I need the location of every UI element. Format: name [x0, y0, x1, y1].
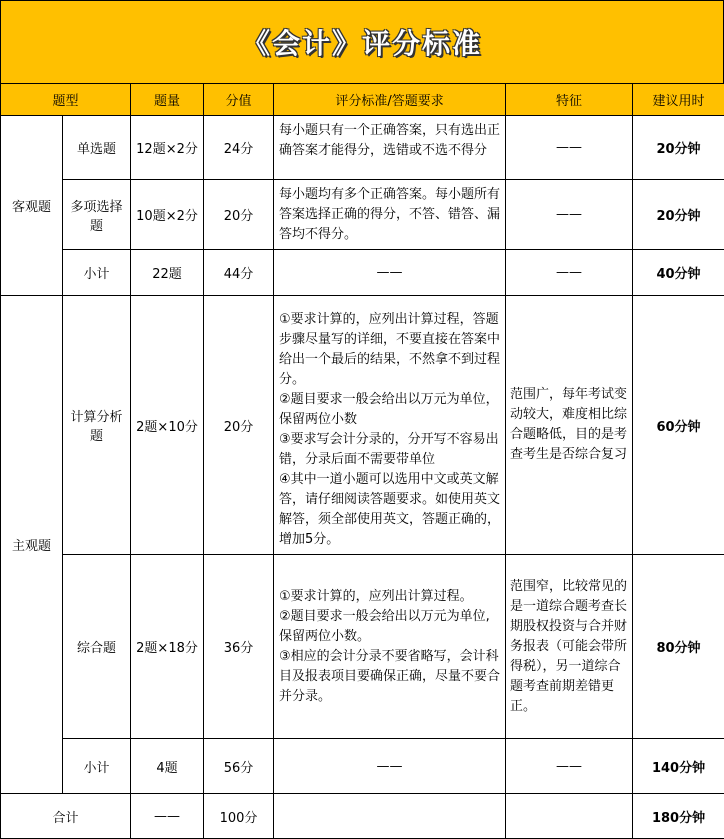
comprehensive-criteria-item: ①要求计算的，应列出计算过程。: [279, 587, 500, 607]
calc-criteria-item: ③要求写会计分录的，分开写不容易出错，分录后面不需要带单位: [279, 430, 500, 470]
comprehensive-time: 80分钟: [633, 555, 724, 739]
single-feature: ——: [506, 116, 633, 180]
multi-feature: ——: [506, 180, 633, 250]
total-score: 100分: [204, 794, 274, 839]
header-type: 题型: [1, 84, 131, 116]
comprehensive-feature: 范围窄，比较常见的是一道综合题考查长期股权投资与合并财务报表（可能会带所得税），另一道综合题考查前期差错更正。: [506, 555, 633, 739]
calc-feature: 范围广，每年考试变动较大，难度相比综合题略低，目的是考查考生是否综合复习: [506, 296, 633, 555]
objective-subtotal-feature: ——: [506, 250, 633, 296]
comprehensive-score: 36分: [204, 555, 274, 739]
comprehensive-name: 综合题: [63, 555, 131, 739]
objective-subtotal-criteria: ——: [274, 250, 506, 296]
comprehensive-criteria: [274, 555, 506, 739]
calc-criteria-item: ②题目要求一般会给出以万元为单位，保留两位小数: [279, 390, 500, 430]
multi-criteria: 每小题均有多个正确答案。每小题所有答案选择正确的得分，不答、错答、漏答均不得分。: [274, 180, 506, 250]
table-row-multi-choice: [1, 180, 724, 250]
header-time: 建议用时: [633, 84, 724, 116]
comprehensive-criteria-item: ②题目要求一般会给出以万元为单位,保留两位小数。: [279, 607, 500, 647]
single-criteria: 每小题只有一个正确答案，只有选出正确答案才能得分，选错或不选不得分: [274, 116, 506, 180]
subjective-subtotal-score: 56分: [204, 739, 274, 794]
subjective-subtotal-time: 140分钟: [633, 739, 724, 794]
header-count: 题量: [131, 84, 204, 116]
total-name: 合计: [1, 794, 131, 839]
single-name: 单选题: [63, 116, 131, 180]
page-title: 《会计》评分标准: [242, 22, 482, 62]
header-score: 分值: [204, 84, 274, 116]
header-feature: 特征: [506, 84, 633, 116]
objective-subtotal-count: 22题: [131, 250, 204, 296]
subjective-subtotal-criteria: ——: [274, 739, 506, 794]
total-criteria: [274, 794, 506, 839]
total-count: ——: [131, 794, 204, 839]
multi-name: 多项选择题: [63, 180, 131, 250]
subjective-subtotal-name: 小计: [63, 739, 131, 794]
comprehensive-criteria-item: ③相应的会计分录不要省略写，会计科目及报表项目要确保正确，尽量不要合并分录。: [279, 647, 500, 707]
subjective-subtotal-feature: ——: [506, 739, 633, 794]
calc-name: 计算分析题: [63, 296, 131, 555]
calc-time: 60分钟: [633, 296, 724, 555]
table-row-subjective-subtotal: [1, 739, 724, 794]
table-row-single-choice: [1, 116, 724, 180]
objective-group-label: 客观题: [1, 116, 63, 296]
multi-score: 20分: [204, 180, 274, 250]
subjective-group-label: 主观题: [1, 296, 63, 794]
calc-criteria-item: ④其中一道小题可以选用中文或英文解答，请仔细阅读答题要求。如使用英文解答，须全部使用英文，答题正确的，增加5分。: [279, 470, 500, 550]
title-banner: [0, 0, 724, 84]
multi-time: 20分钟: [633, 180, 724, 250]
objective-subtotal-score: 44分: [204, 250, 274, 296]
subjective-subtotal-count: 4题: [131, 739, 204, 794]
scoring-table: [0, 83, 724, 839]
table-row-calc-analysis: [1, 296, 724, 555]
calc-score: 20分: [204, 296, 274, 555]
header-row: [1, 84, 724, 116]
single-score: 24分: [204, 116, 274, 180]
table-row-total: [1, 794, 724, 839]
calc-criteria: [274, 296, 506, 555]
multi-count: 10题×2分: [131, 180, 204, 250]
single-time: 20分钟: [633, 116, 724, 180]
calc-count: 2题×10分: [131, 296, 204, 555]
total-time: 180分钟: [633, 794, 724, 839]
comprehensive-count: 2题×18分: [131, 555, 204, 739]
single-count: 12题×2分: [131, 116, 204, 180]
header-criteria: 评分标准/答题要求: [274, 84, 506, 116]
objective-subtotal-time: 40分钟: [633, 250, 724, 296]
objective-subtotal-name: 小计: [63, 250, 131, 296]
table-row-objective-subtotal: [1, 250, 724, 296]
calc-criteria-item: ①要求计算的，应列出计算过程，答题步骤尽量写的详细，不要直接在答案中给出一个最后的结果，不然拿不到过程分。: [279, 310, 500, 390]
total-feature: [506, 794, 633, 839]
table-row-comprehensive: [1, 555, 724, 739]
